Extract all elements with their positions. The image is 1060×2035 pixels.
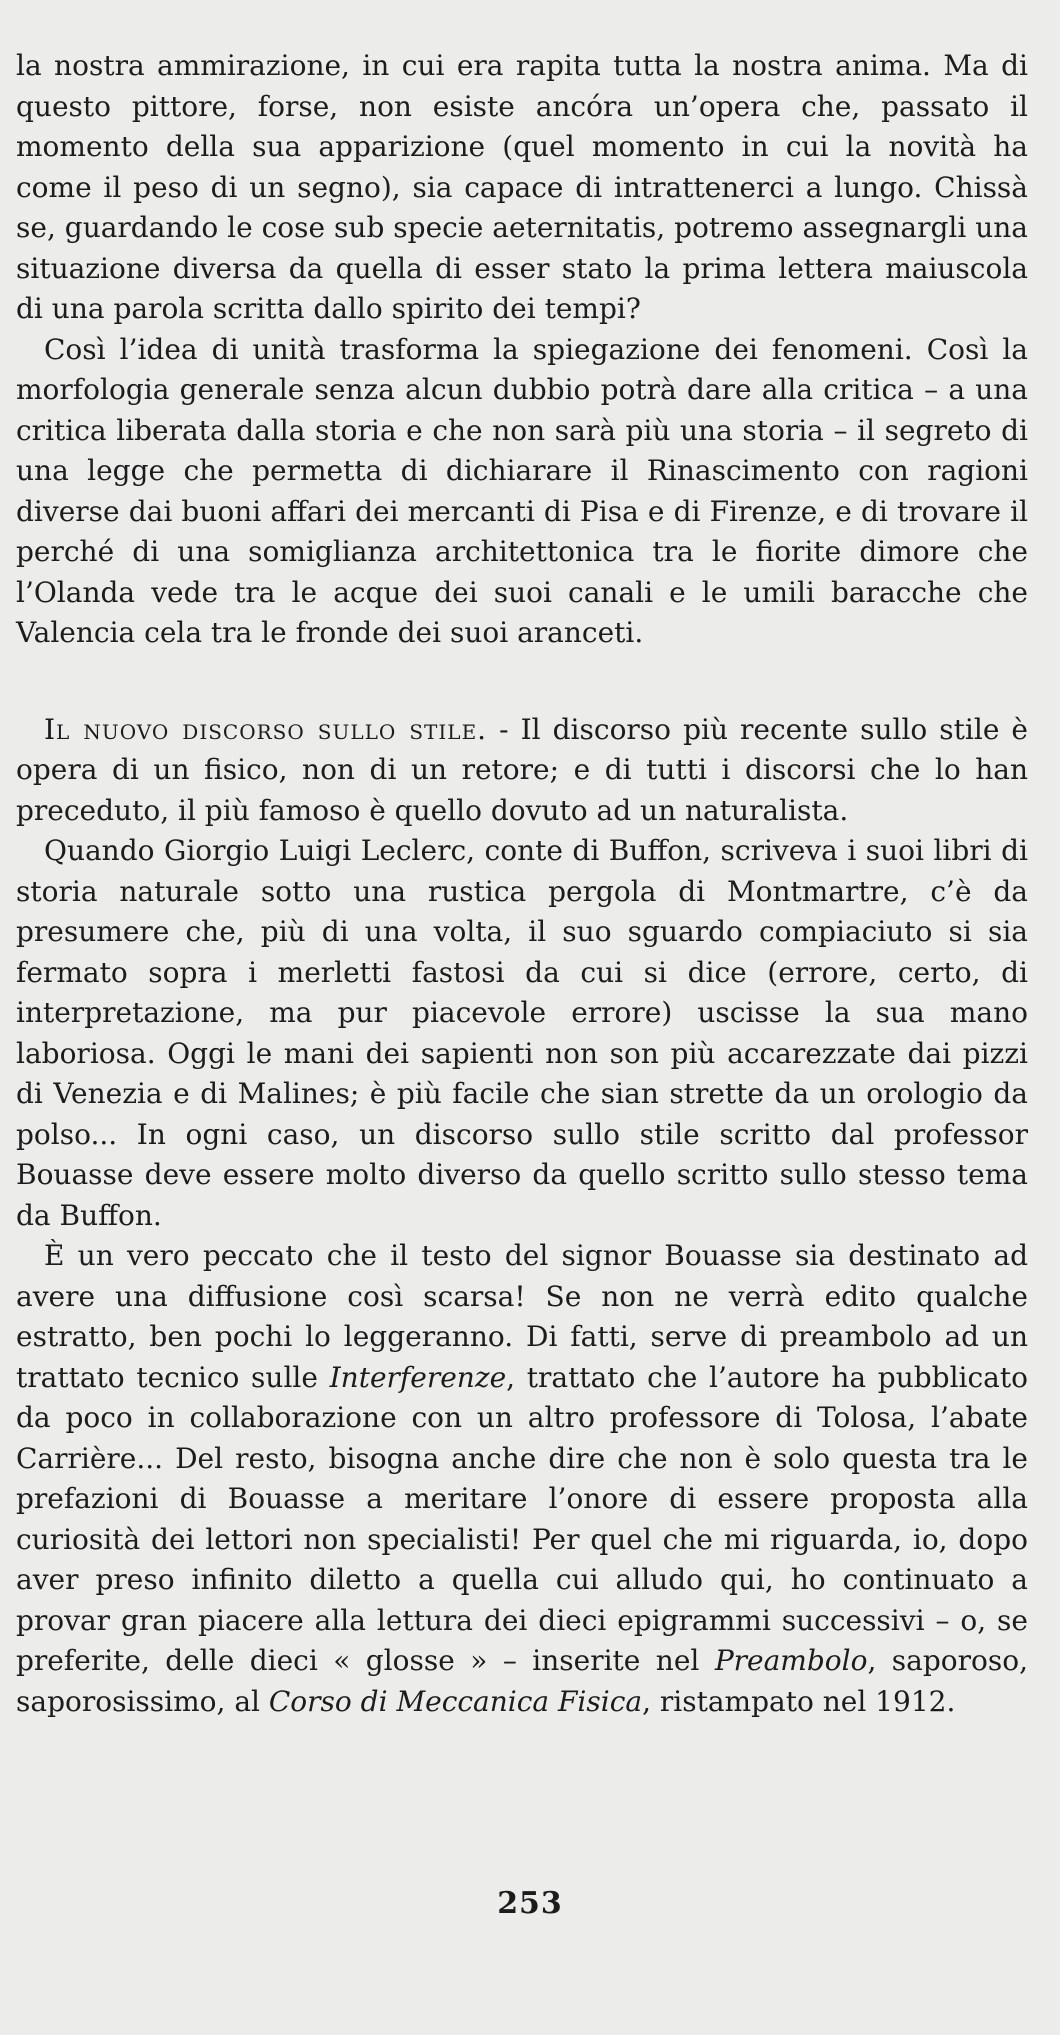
title-corso: Corso di Meccanica Fisica — [268, 1684, 643, 1718]
paragraph-buffon: Quando Giorgio Luigi Leclerc, conte di Buffon, scriveva i suoi libri di storia naturale sotto una rustica pergola di Montmartre, c’è da presumere che, più di una volta, il suo sguardo compiaciuto si sia fermato sopra i merletti fastosi da cui si dice (errore, certo, di interpretazione, ma pur piacevole errore) uscisse la sua mano laboriosa. Oggi le mani dei sapienti non son più accarezzate dai pizzi di Venezia e di Malines; è più facile che sian strette da un orologio da polso... In ogni caso, un discorso sullo stile scritto dal professor Bouasse deve essere molto diverso da quello scritto sullo stesso tema da Buffon. — [16, 834, 1028, 1232]
title-interferenze: Interferenze — [329, 1360, 507, 1394]
paragraph-continuation: la nostra ammirazione, in cui era rapita tutta la nostra anima. Ma di questo pittore, forse, non esiste ancóra un’opera che, passato il momento della sua apparizione (quel momento in cui la novità ha come il peso di un segno), sia capace di intrattenerci a lungo. Chissà se, guardando le cose sub specie aeternitatis, potremo assegnargli una situazione diversa da quella di esser stato la prima lettera maiuscola di una parola scritta dallo spirito dei tempi? — [16, 49, 1028, 325]
section-heading: Il nuovo discorso sullo stile. — [44, 712, 488, 746]
paragraph-unita: Così l’idea di unità trasforma la spiegazione dei fenomeni. Così la morfologia generale senza alcun dubbio potrà dare alla critica – a una critica liberata dalla storia e che non sarà più una storia – il segreto di una legge che permetta di dichiarare il Rinascimento con ragioni diverse dai buoni affari dei mercanti di Pisa e di Firenze, e di trovare il perché di una somiglianza architettonica tra le fiorite dimore che l’Olanda vede tra le acque dei suoi canali e le umili baracche che Valencia cela tra le fronde dei suoi aranceti. — [16, 332, 1028, 649]
paragraph-section-opening — [16, 710, 1028, 832]
page-number: 253 — [497, 1886, 563, 1921]
bouasse-text-b: , trattato che l’autore ha pubblicato da poco in collaborazione con un altro professore di Tolosa, l’abate Carrière... Del resto, bisogna anche dire che non è solo questa tra le prefazioni di Bouasse a meritare l’onore di essere proposta alla curiosità dei lettori non specialisti! Per quel che mi riguarda, io, dopo aver preso infinito diletto a quella cui alludo qui, ho continuato a provar gran piacere alla lettura dei dieci epigrammi successivi – o, se preferite, delle dieci « glosse » – inserite nel — [16, 1360, 1028, 1677]
title-preambolo: Preambolo — [714, 1644, 868, 1677]
section-opening-text: - Il discorso più recente sullo stile è opera di un fisico, non di un retore; e di tutti i discorsi che lo han preceduto, il più famoso è quello dovuto ad un naturalista. — [16, 712, 1028, 827]
paragraph-bouasse — [16, 1236, 1028, 1722]
bouasse-text-d: , ristampato nel 1912. — [642, 1684, 956, 1718]
section-break — [16, 654, 1028, 710]
bouasse-text-c: , saporoso, saporosissimo, al — [16, 1644, 1029, 1718]
bouasse-text-a: È un vero peccato che il testo del signor Bouasse sia destinato ad avere una diffusione così scarsa! Se non ne verrà edito qualche estratto, ben pochi lo leggeranno. Di fatti, serve di preambolo ad un trattato tecnico sulle — [16, 1239, 1028, 1394]
